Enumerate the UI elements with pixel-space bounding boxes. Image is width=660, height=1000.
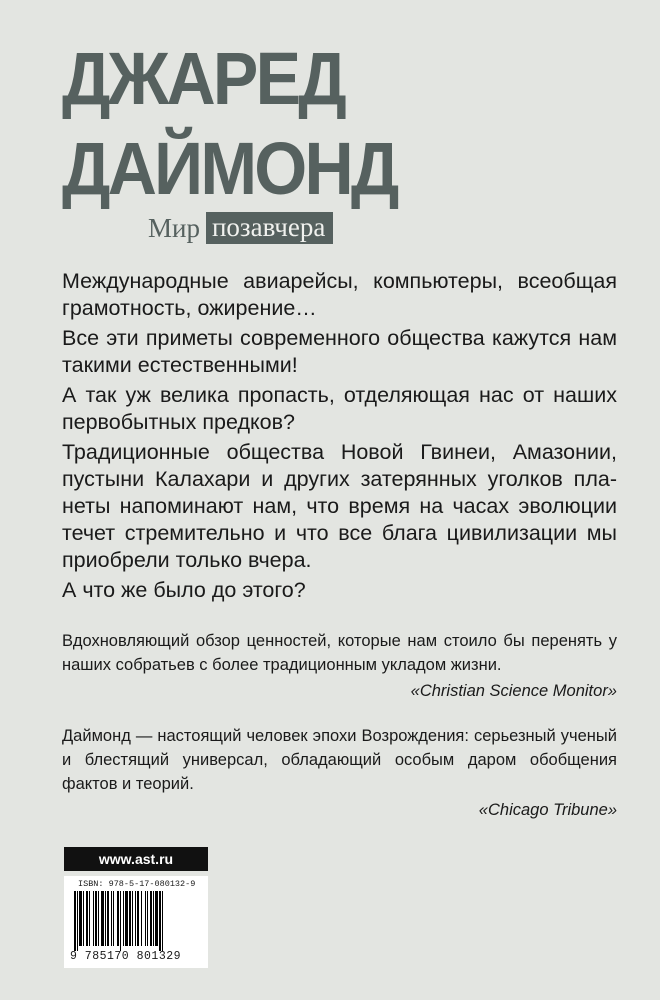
review-text: Даймонд — настоящий человек эпохи Возрождения: серьезный ученый и блестящий универсал, обладающий особым даром обобщения фактов и теорий.: [62, 727, 617, 793]
review-quote: [62, 724, 617, 822]
blurb-text: [62, 268, 617, 607]
blurb-paragraph: А так уж велика пропасть, отделяющая нас от наших первобытных предков?: [62, 383, 617, 434]
blurb-paragraph: Все эти приметы современного общества кажутся нам такими естественными!: [62, 326, 617, 377]
review-source: «Christian Science Monitor»: [410, 682, 617, 700]
blurb-paragraph: А что же было до этого?: [62, 578, 306, 602]
book-title-word1: Мир: [148, 213, 200, 243]
book-title-word2: позавчера: [206, 212, 333, 244]
blurb-paragraph: Международные авиарейсы, компьютеры, всеобщая грамотность, ожирение…: [62, 269, 617, 320]
barcode-icon: [74, 891, 198, 951]
book-title: [148, 212, 333, 244]
author-last-name: ДАЙМОНД: [62, 127, 397, 210]
barcode-number: 9 785170 801329: [70, 950, 182, 963]
publisher-website: www.ast.ru: [64, 847, 208, 871]
blurb-paragraph: Традиционные общества Новой Гвинеи, Амазонии, пустыни Калахари и других затерянных уголков планеты напоминают нам, что время на часах эволюции течет стремительно и что все блага цивилизации мы приобрели только вчера.: [62, 440, 617, 572]
barcode-panel: [64, 876, 208, 968]
isbn-label: ISBN: 978-5-17-080132-9: [78, 879, 196, 889]
review-source: «Chicago Tribune»: [478, 801, 617, 819]
review-text: Вдохновляющий обзор ценностей, которые нам стоило бы перенять у наших собратьев с более традиционным укладом жизни.: [62, 632, 617, 674]
review-quote: [62, 629, 617, 703]
author-first-name: ДЖАРЕД: [62, 37, 344, 120]
